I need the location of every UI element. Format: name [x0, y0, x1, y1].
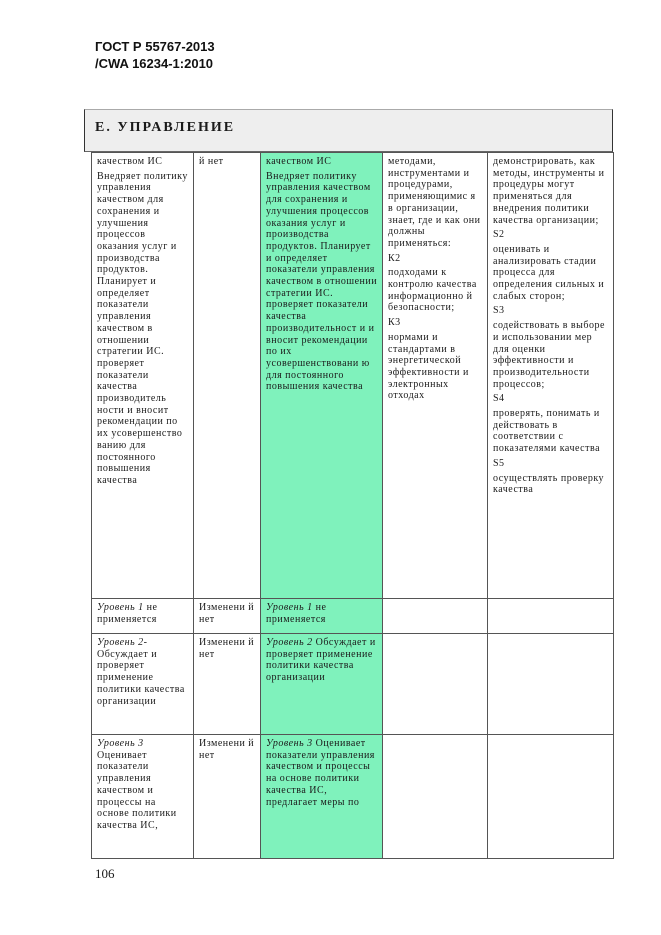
cell-text: проверять, понимать и действовать в соответствии с показателями качества [493, 408, 601, 455]
level-label: Уровень 1 [266, 602, 313, 613]
table-cell [194, 634, 261, 735]
cell-text: качеством ИС [97, 156, 163, 167]
table-cell [194, 599, 261, 634]
table-cell [92, 735, 194, 859]
highlighted-cell [261, 153, 383, 599]
cell-text: Изменени й нет [199, 637, 255, 660]
cell-text: оценивать и анализировать стадии процесса для определения сильных и слабых сторон; [493, 243, 605, 302]
table-row [92, 599, 614, 634]
cell-text: Оценивает показатели управления качеством и процессы на основе политики качества ИС, [97, 749, 177, 831]
table-row [92, 735, 614, 859]
table-cell [488, 599, 614, 634]
table-cell [383, 735, 488, 859]
cell-text: качеством ИС [266, 156, 332, 167]
document-header [95, 38, 215, 72]
cell-text: S3 [493, 305, 505, 317]
cell-text: К3 [388, 317, 401, 329]
cell-text: й нет [199, 156, 224, 167]
cell-text: содействовать в выборе и использовании мер для оценки эффективности и производительности процессов; [493, 320, 605, 390]
table-cell [92, 153, 194, 599]
table-cell [383, 153, 488, 599]
table-cell [194, 153, 261, 599]
cell-text: S2 [493, 229, 505, 241]
page-number: 106 [95, 866, 115, 881]
table-cell [194, 735, 261, 859]
cell-text: не применяется [97, 602, 158, 625]
section-title: Е. УПРАВЛЕНИЕ [95, 120, 236, 135]
cell-text: Изменени й нет [199, 602, 255, 625]
cell-text: Внедряет политику управления качеством для сохранения и улучшения процессов оказания услуг и производства продуктов. Планирует и определяет показатели управления качеством в отношении стратегии ИС. проверяет показатели качества производительност и и вносит рекомендации по их усовершенствовани ю для постоянного повышения качества [266, 170, 378, 393]
highlighted-cell [261, 634, 383, 735]
cell-text: Изменени й нет [199, 738, 255, 761]
table-row [92, 634, 614, 735]
cell-text: не применяется [266, 602, 327, 625]
standard-code: ГОСТ Р 55767-2013 [95, 39, 215, 54]
level-label: Уровень 2- [97, 637, 148, 648]
table-cell [488, 735, 614, 859]
table-cell [383, 634, 488, 735]
cell-text: демонстрировать, как методы, инструменты и процедуры могут применяться для внедрения политики качества организации; [493, 156, 605, 226]
table-cell [488, 153, 614, 599]
cell-text: Обсуждает и проверяет применение политики качества организации [97, 648, 185, 707]
table-cell [92, 599, 194, 634]
cell-text: Обсуждает и проверяет применение политики качества организации [266, 637, 376, 684]
table-row [92, 153, 614, 599]
competence-table [91, 152, 614, 859]
level-label: Уровень 1 [97, 602, 144, 613]
table-cell [92, 634, 194, 735]
cell-text: S5 [493, 457, 505, 469]
standard-code-cwa: /CWA 16234-1:2010 [95, 56, 214, 71]
cell-text: S4 [493, 393, 505, 405]
cell-text: К2 [388, 252, 401, 264]
table-cell [383, 599, 488, 634]
level-label: Уровень 2 [266, 637, 313, 648]
table-cell [488, 634, 614, 735]
level-label: Уровень 3 [266, 738, 313, 749]
cell-text: подходами к контролю качества информационно й безопасности; [388, 267, 477, 314]
cell-text: Оценивает показатели управления качеством и процессы на основе политики качества ИС, предлагает меры по [266, 738, 375, 808]
cell-text: нормами и стандартами в энергетической эффективности и электронных отходах [388, 331, 469, 402]
highlighted-cell [261, 599, 383, 634]
cell-text: Внедряет политику управления качеством для сохранения и улучшения процессов оказания услуг и производства продуктов. Планирует и определяет показатели управления качеством в отношении стратегии ИС. проверяет показатели качества производитель ности и вносит рекомендации по их усовершенство ванию для постоянного повышения качества [97, 170, 188, 486]
cell-text: осуществлять проверку качества [493, 472, 605, 496]
cell-text: методами, инструментами и процедурами, применяющимис я в организации, знает, где и как они должны применяться: [388, 156, 481, 249]
highlighted-cell [261, 735, 383, 859]
level-label: Уровень 3 [97, 738, 144, 749]
section-header [84, 109, 613, 152]
